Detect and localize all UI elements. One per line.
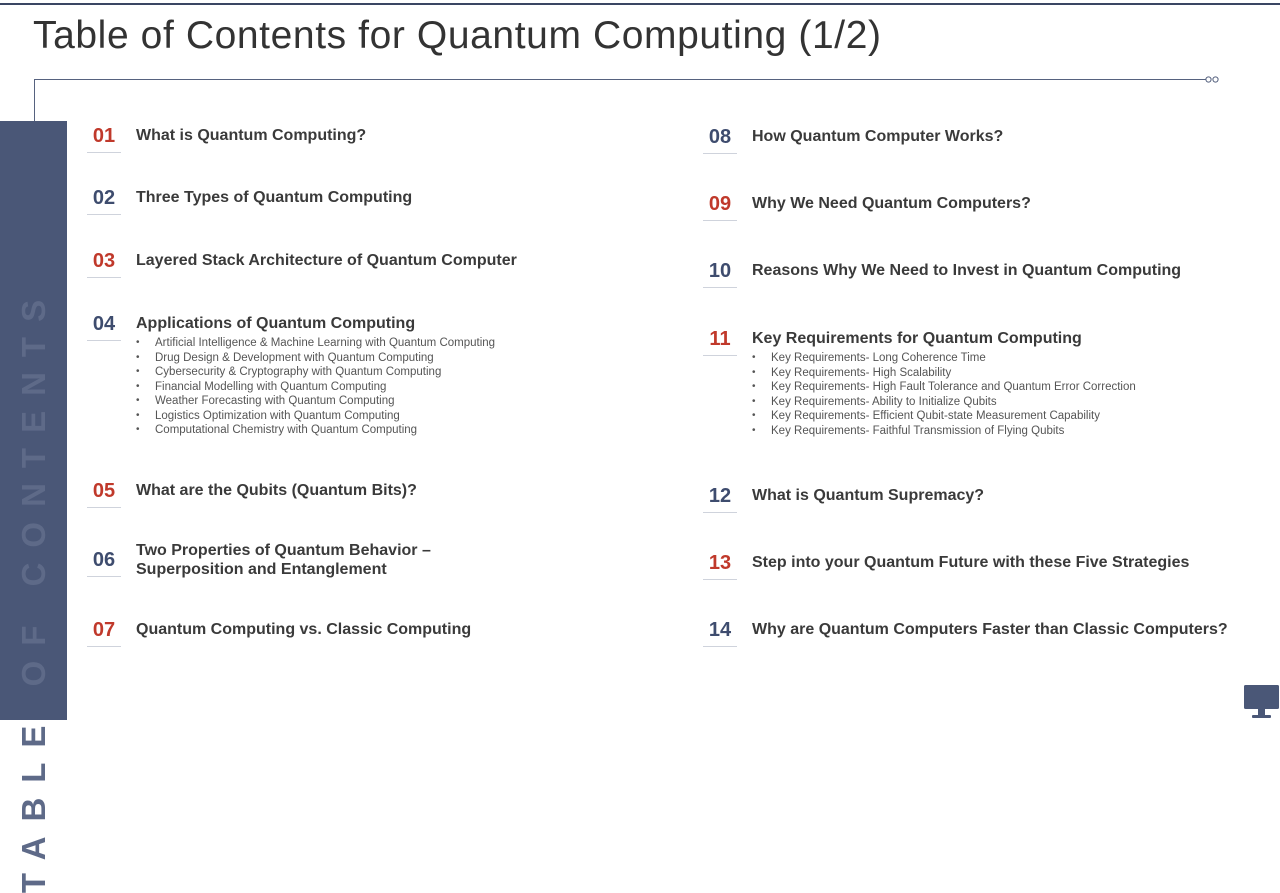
toc-title: Quantum Computing vs. Classic Computing (136, 621, 472, 638)
toc-number: 01 (87, 125, 121, 153)
sidebar-band (0, 121, 67, 893)
title-underline (34, 79, 1206, 80)
toc-subitem: • Logistics Optimization with Quantum Computing (136, 409, 495, 424)
toc-subitem: • Computational Chemistry with Quantum Computing (136, 423, 495, 438)
toc-title: Why are Quantum Computers Faster than Classic Computers? (752, 621, 1228, 638)
toc-title: What are the Qubits (Quantum Bits)? (136, 482, 417, 499)
toc-number: 07 (87, 619, 121, 647)
toc-number: 02 (87, 187, 121, 215)
toc-subitem: • Artificial Intelligence & Machine Learning with Quantum Computing (136, 336, 495, 351)
toc-title-line: Two Properties of Quantum Behavior – (136, 542, 431, 559)
toc-title: Reasons Why We Need to Invest in Quantum Computing (752, 262, 1182, 279)
toc-title: How Quantum Computer Works? (752, 128, 1004, 145)
toc-title: Applications of Quantum Computing (136, 315, 416, 332)
toc-title: What is Quantum Computing? (136, 127, 367, 144)
toc-subitem: • Key Requirements- Long Coherence Time (752, 351, 1136, 366)
toc-number: 10 (703, 260, 737, 288)
toc-subitem: • Financial Modelling with Quantum Computing (136, 380, 495, 395)
toc-number: 06 (87, 549, 121, 577)
toc-subitem: • Key Requirements- Faithful Transmission of Flying Qubits (752, 424, 1136, 439)
toc-title: Why We Need Quantum Computers? (752, 195, 1031, 212)
toc-subitem: • Key Requirements- High Fault Tolerance and Quantum Error Correction (752, 380, 1136, 395)
toc-title: Key Requirements for Quantum Computing (752, 330, 1082, 347)
toc-subitem: • Weather Forecasting with Quantum Computing (136, 394, 495, 409)
toc-number: 12 (703, 485, 737, 513)
toc-number: 04 (87, 313, 121, 341)
monitor-icon (1243, 684, 1280, 720)
toc-title: Layered Stack Architecture of Quantum Computer (136, 252, 517, 269)
toc-subitem: • Key Requirements- High Scalability (752, 366, 1136, 381)
toc-title-line: Superposition and Entanglement (136, 561, 387, 578)
sidebar-vertical-title: TABLE OF CONTENTS (15, 284, 52, 893)
toc-number: 03 (87, 250, 121, 278)
line-end-dots-icon (1205, 76, 1219, 83)
toc-number: 11 (703, 328, 737, 356)
toc-subitem: • Key Requirements- Ability to Initialize Qubits (752, 395, 1136, 410)
toc-number: 08 (703, 126, 737, 154)
frame-corner-line (34, 79, 35, 121)
toc-subitem: • Drug Design & Development with Quantum Computing (136, 351, 495, 366)
page-title: Table of Contents for Quantum Computing (1/2) (33, 14, 882, 57)
toc-number: 05 (87, 480, 121, 508)
toc-subitems (752, 351, 1136, 438)
toc-subitems (136, 336, 495, 438)
top-rule (0, 3, 1280, 5)
toc-title (136, 541, 431, 579)
toc-title: Step into your Quantum Future with these Five Strategies (752, 554, 1190, 571)
toc-number: 14 (703, 619, 737, 647)
toc-title: What is Quantum Supremacy? (752, 487, 985, 504)
toc-number: 13 (703, 552, 737, 580)
toc-number: 09 (703, 193, 737, 221)
toc-subitem: • Key Requirements- Efficient Qubit-state Measurement Capability (752, 409, 1136, 424)
toc-title: Three Types of Quantum Computing (136, 189, 413, 206)
toc-subitem: • Cybersecurity & Cryptography with Quantum Computing (136, 365, 495, 380)
